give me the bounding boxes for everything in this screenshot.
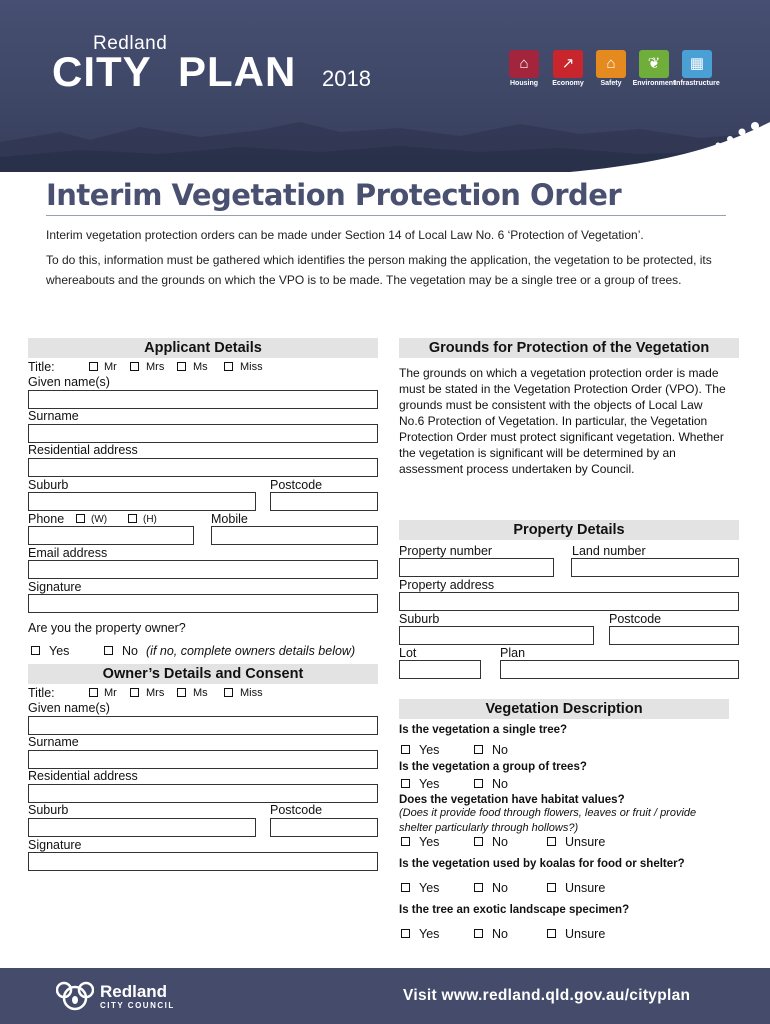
logo-year-text: 2018 [322, 66, 371, 91]
owner-title-mr-label: Mr [104, 687, 117, 699]
q4-no-label: No [492, 881, 508, 895]
property-number-field[interactable] [399, 558, 554, 577]
property-address-label: Property address [399, 578, 495, 592]
q3-yes-checkbox[interactable] [401, 837, 410, 846]
q-habitat-values: Does the vegetation have habitat values? [399, 794, 625, 806]
footer-banner [0, 968, 770, 1024]
footer-visit-link[interactable]: Visit www.redland.qld.gov.au/cityplan [403, 987, 691, 1004]
owner-title-label: Title: [28, 686, 55, 700]
property-postcode-label: Postcode [609, 612, 662, 626]
q3-unsure-checkbox[interactable] [547, 837, 556, 846]
owner-address-label: Residential address [28, 769, 138, 783]
owner-title-miss-label: Miss [240, 687, 263, 699]
owner-title-ms-label: Ms [193, 687, 208, 699]
owner-postcode-label: Postcode [270, 803, 323, 817]
environment-icon: ❦ [639, 50, 669, 78]
applicant-title-miss-label: Miss [240, 361, 263, 373]
safety-icon: ⌂ [596, 50, 626, 78]
q3-no-label: No [492, 835, 508, 849]
applicant-surname-field[interactable] [28, 424, 378, 443]
owner-title-miss-checkbox[interactable] [224, 688, 233, 697]
phone-home-checkbox[interactable] [128, 514, 137, 523]
property-address-field[interactable] [399, 592, 739, 611]
property-number-label: Property number [399, 544, 493, 558]
owner-postcode-field[interactable] [270, 818, 378, 837]
logo-city-text: CITY [52, 48, 152, 95]
plan-field[interactable] [500, 660, 739, 679]
owner-question: Are you the property owner? [28, 621, 186, 635]
q5-no-label: No [492, 927, 508, 941]
applicant-title-mr-checkbox[interactable] [89, 362, 98, 371]
owner-signature-field[interactable] [28, 852, 378, 871]
q4-unsure-checkbox[interactable] [547, 883, 556, 892]
applicant-title-ms-checkbox[interactable] [177, 362, 186, 371]
theme-label-housing: Housing [510, 80, 538, 87]
q5-yes-checkbox[interactable] [401, 929, 410, 938]
applicant-given-names-label: Given name(s) [28, 375, 110, 389]
footer-council-name: Redland [100, 982, 168, 1001]
owner-yes-label: Yes [49, 644, 70, 658]
property-suburb-field[interactable] [399, 626, 594, 645]
applicant-mobile-label: Mobile [211, 512, 248, 526]
q5-yes-label: Yes [419, 927, 440, 941]
applicant-title-mrs-label: Mrs [146, 361, 165, 373]
phone-work-checkbox[interactable] [76, 514, 85, 523]
applicant-address-field[interactable] [28, 458, 378, 477]
theme-label-safety: Safety [600, 80, 622, 87]
q5-unsure-checkbox[interactable] [547, 929, 556, 938]
applicant-suburb-field[interactable] [28, 492, 256, 511]
phone-work-label: (W) [91, 514, 108, 525]
owner-address-field[interactable] [28, 784, 378, 803]
q-exotic-specimen: Is the tree an exotic landscape specimen? [399, 904, 630, 916]
applicant-signature-field[interactable] [28, 594, 378, 613]
q1-no-checkbox[interactable] [474, 745, 483, 754]
phone-home-label: (H) [143, 514, 157, 525]
owner-title-mr-checkbox[interactable] [89, 688, 98, 697]
owner-suburb-field[interactable] [28, 818, 256, 837]
logo-redland-text: Redland [93, 33, 168, 54]
applicant-title-mr-label: Mr [104, 361, 117, 373]
applicant-mobile-field[interactable] [211, 526, 378, 545]
applicant-title-miss-checkbox[interactable] [224, 362, 233, 371]
q3-no-checkbox[interactable] [474, 837, 483, 846]
intro-paragraph-1: Interim vegetation protection orders can be made under Section 14 of Local Law No. 6 ‘Protection of Vegetation’. [46, 228, 644, 242]
property-details-heading: Property Details [399, 520, 739, 540]
owner-surname-field[interactable] [28, 750, 378, 769]
owner-given-names-label: Given name(s) [28, 701, 110, 715]
page-title: Interim Vegetation Protection Order [46, 178, 622, 212]
theme-label-infrastructure: Infrastructure [674, 80, 720, 87]
land-number-label: Land number [572, 544, 646, 558]
q3-unsure-label: Unsure [565, 835, 606, 849]
applicant-postcode-field[interactable] [270, 492, 378, 511]
lot-label: Lot [399, 646, 417, 660]
logo-plan-text: PLAN [178, 48, 297, 95]
applicant-phone-label: Phone [28, 512, 65, 526]
plan-label: Plan [500, 646, 526, 660]
applicant-surname-label: Surname [28, 409, 79, 423]
applicant-title-ms-label: Ms [193, 361, 208, 373]
property-postcode-field[interactable] [609, 626, 739, 645]
q2-no-label: No [492, 777, 508, 791]
footer-council-sub: CITY COUNCIL [100, 1001, 175, 1010]
q5-unsure-label: Unsure [565, 927, 606, 941]
applicant-email-field[interactable] [28, 560, 378, 579]
q4-yes-checkbox[interactable] [401, 883, 410, 892]
owner-yes-checkbox[interactable] [31, 646, 40, 655]
q2-yes-checkbox[interactable] [401, 779, 410, 788]
applicant-given-names-field[interactable] [28, 390, 378, 409]
grounds-text: The grounds on which a vegetation protection order is made must be stated in the Vegetation Protection Order (VPO). The grounds must be consistent with the objects of Local Law No.6 Protection of Vegetation. In particular, the Vegetation Protection Order must protect significant vegetation. Whether the vegetation is significant will be determined by an assessment process undertaken by Council. [399, 366, 726, 476]
theme-label-environment: Environment [632, 80, 676, 87]
economy-icon: ↗ [553, 50, 583, 78]
owner-title-mrs-checkbox[interactable] [130, 688, 139, 697]
dots-decoration [570, 112, 770, 172]
title-divider [46, 215, 726, 216]
owner-title-ms-checkbox[interactable] [177, 688, 186, 697]
q3-yes-label: Yes [419, 835, 440, 849]
koala-logo-icon [56, 980, 94, 1012]
lot-field[interactable] [399, 660, 481, 679]
q-koalas: Is the vegetation used by koalas for food or shelter? [399, 858, 685, 870]
q4-yes-label: Yes [419, 881, 440, 895]
q1-yes-label: Yes [419, 743, 440, 757]
theme-label-economy: Economy [552, 80, 584, 87]
owner-signature-label: Signature [28, 838, 82, 852]
owner-surname-label: Surname [28, 735, 79, 749]
applicant-phone-field[interactable] [28, 526, 194, 545]
vegetation-heading: Vegetation Description [399, 699, 729, 719]
owner-suburb-label: Suburb [28, 803, 69, 817]
grounds-heading: Grounds for Protection of the Vegetation [399, 338, 739, 358]
q4-unsure-label: Unsure [565, 881, 606, 895]
header-banner [0, 0, 770, 172]
applicant-email-label: Email address [28, 546, 108, 560]
applicant-title-label: Title: [28, 360, 55, 374]
owner-title-mrs-label: Mrs [146, 687, 165, 699]
q1-yes-checkbox[interactable] [401, 745, 410, 754]
applicant-address-label: Residential address [28, 443, 138, 457]
owner-no-checkbox[interactable] [104, 646, 113, 655]
land-number-field[interactable] [571, 558, 739, 577]
owner-no-note: (if no, complete owners details below) [146, 644, 356, 658]
applicant-suburb-label: Suburb [28, 478, 69, 492]
applicant-title-mrs-checkbox[interactable] [130, 362, 139, 371]
applicant-signature-label: Signature [28, 580, 82, 594]
q-single-tree: Is the vegetation a single tree? [399, 724, 568, 736]
q4-no-checkbox[interactable] [474, 883, 483, 892]
q5-no-checkbox[interactable] [474, 929, 483, 938]
owner-details-heading: Owner’s Details and Consent [28, 664, 378, 684]
q2-yes-label: Yes [419, 777, 440, 791]
q2-no-checkbox[interactable] [474, 779, 483, 788]
housing-icon: ⌂ [509, 50, 539, 78]
q1-no-label: No [492, 743, 508, 757]
owner-no-label: No [122, 644, 138, 658]
infrastructure-icon: ▦ [682, 50, 712, 78]
q-group-of-trees: Is the vegetation a group of trees? [399, 761, 587, 773]
owner-given-names-field[interactable] [28, 716, 378, 735]
applicant-details-heading: Applicant Details [28, 338, 378, 358]
intro-paragraph-2: To do this, information must be gathered which identifies the person making the application, the vegetation to be protected, its whereabouts and the grounds on which the VPO is to be made. The vegetation may be a single tree or a group of trees. [46, 253, 712, 287]
applicant-postcode-label: Postcode [270, 478, 323, 492]
property-suburb-label: Suburb [399, 612, 440, 626]
q3-note: (Does it provide food through flowers, leaves or fruit / provide shelter particularly through hollows?) [399, 807, 697, 834]
